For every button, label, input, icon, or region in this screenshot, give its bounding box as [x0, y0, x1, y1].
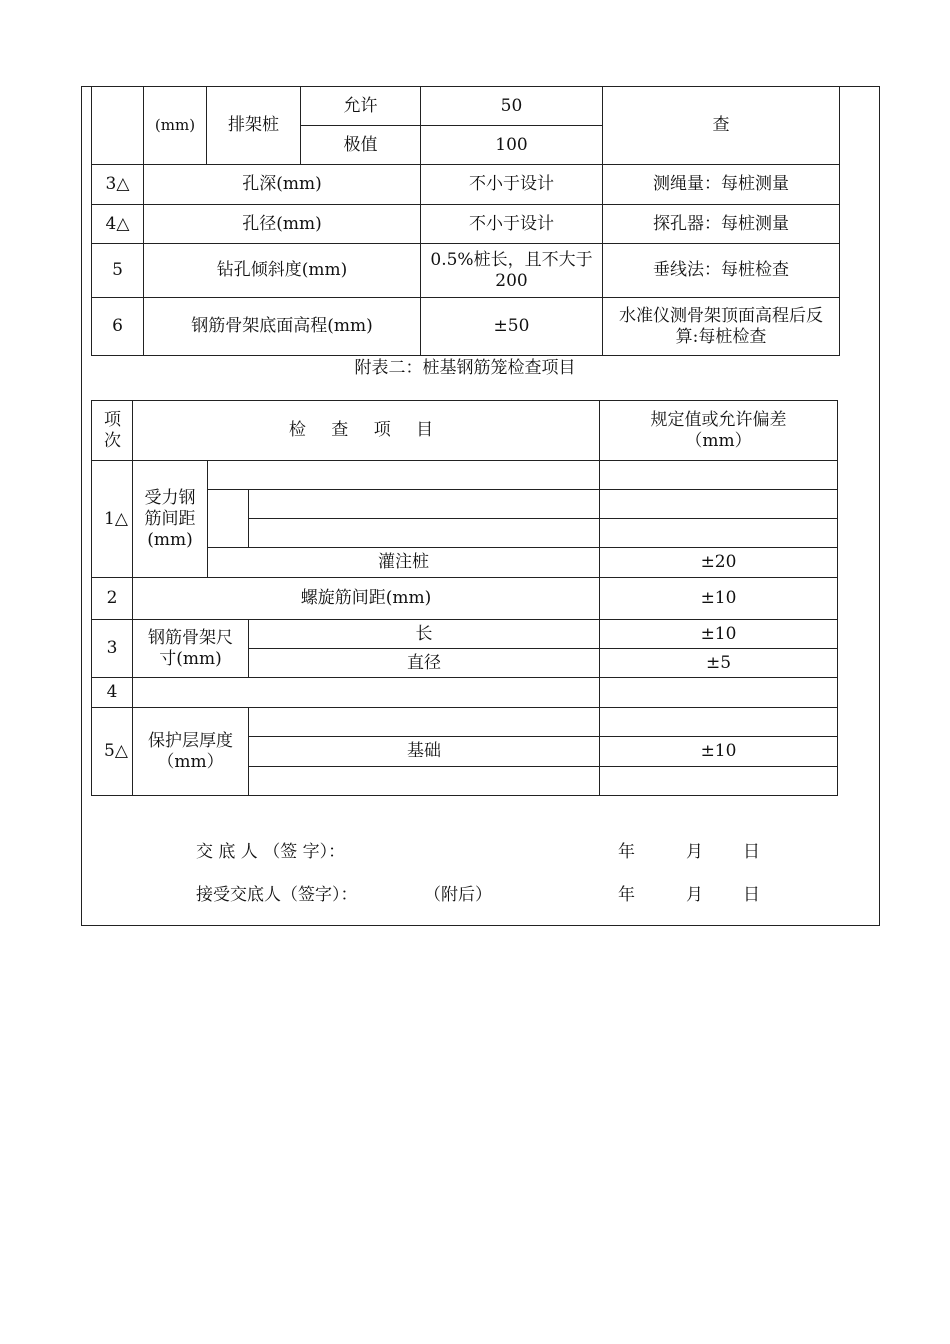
row-number: 5 — [92, 244, 144, 298]
row-value: ±20 — [600, 548, 838, 578]
table-row — [92, 578, 838, 620]
allow-value: 50 — [421, 87, 603, 126]
row-value: ±10 — [600, 737, 838, 767]
row-value: ±10 — [600, 578, 838, 620]
cell-empty — [600, 708, 838, 737]
header-no: 项次 — [92, 401, 133, 461]
row-number: 4△ — [92, 205, 144, 244]
row-number: 2 — [92, 578, 133, 620]
table-row — [92, 165, 840, 205]
attached-note: （附后） — [424, 885, 492, 905]
table-row — [92, 678, 838, 708]
rebar-cage-table — [91, 400, 838, 796]
row-item: 螺旋筋间距(mm) — [133, 578, 600, 620]
row-method: 探孔器：每桩测量 — [603, 205, 840, 244]
day-label: 日 — [743, 885, 760, 905]
limit-value: 100 — [421, 126, 603, 165]
row-group: 钢筋骨架尺寸(mm) — [133, 620, 249, 678]
row-group: 保护层厚度（mm） — [133, 708, 249, 796]
row-value: 不小于设计 — [421, 205, 603, 244]
header-item: 检 查 项 目 — [133, 401, 600, 461]
row-item: 钻孔倾斜度(mm) — [144, 244, 421, 298]
header-value: 规定值或允许偏差（mm） — [600, 401, 838, 461]
cell-empty — [249, 767, 600, 796]
row-number: 4 — [92, 678, 133, 708]
row-value: ±5 — [600, 649, 838, 678]
row-subitem: 灌注桩 — [208, 548, 600, 578]
cell-empty — [133, 678, 600, 708]
method-cell: 查 — [603, 87, 840, 165]
day-label: 日 — [743, 842, 760, 862]
row-group: 受力钢筋间距(mm) — [133, 461, 208, 578]
row-number: 3△ — [92, 165, 144, 205]
row-number: 1△ — [92, 461, 133, 578]
pile-hole-table — [91, 86, 840, 356]
month-label: 月 — [686, 842, 703, 862]
row-value: ±50 — [421, 298, 603, 356]
allow-label: 允许 — [301, 87, 421, 126]
cell-empty — [92, 87, 144, 165]
row-method: 垂线法：每桩检查 — [603, 244, 840, 298]
limit-label: 极值 — [301, 126, 421, 165]
row-number: 3 — [92, 620, 133, 678]
cell-empty — [600, 767, 838, 796]
cell-empty — [600, 461, 838, 490]
table-row — [92, 244, 840, 298]
cell-empty — [600, 519, 838, 548]
receiver-signature-label: 接受交底人（签字）： — [196, 885, 358, 905]
table-header — [92, 401, 838, 461]
row-value: ±10 — [600, 620, 838, 649]
unit-cell: (mm) — [144, 87, 207, 165]
table-row — [92, 461, 838, 490]
cell-empty — [600, 678, 838, 708]
cell-empty — [600, 490, 838, 519]
row-subitem: 长 — [249, 620, 600, 649]
row-item: 孔深(mm) — [144, 165, 421, 205]
row-value: 0.5%桩长，且不大于200 — [421, 244, 603, 298]
table-caption: 附表二：桩基钢筋笼检查项目 — [354, 358, 576, 378]
cell-empty — [249, 519, 600, 548]
row-number: 5△ — [92, 708, 133, 796]
pile-type-cell: 排架桩 — [207, 87, 301, 165]
row-subitem: 基础 — [249, 737, 600, 767]
table-row — [92, 205, 840, 244]
table-row — [92, 708, 838, 737]
table-row — [92, 87, 840, 126]
row-number: 6 — [92, 298, 144, 356]
row-method: 水准仪测骨架顶面高程后反算:每桩检查 — [603, 298, 840, 356]
row-method: 测绳量：每桩测量 — [603, 165, 840, 205]
table-row — [92, 298, 840, 356]
cell-empty — [249, 490, 600, 519]
row-item: 钢筋骨架底面高程(mm) — [144, 298, 421, 356]
table-row — [92, 620, 838, 649]
row-item: 孔径(mm) — [144, 205, 421, 244]
row-value: 不小于设计 — [421, 165, 603, 205]
month-label: 月 — [686, 885, 703, 905]
presenter-signature-label: 交 底 人 （签 字）： — [196, 842, 346, 862]
cell-empty — [208, 490, 249, 548]
row-subitem: 直径 — [249, 649, 600, 678]
cell-empty — [249, 708, 600, 737]
cell-empty — [208, 461, 600, 490]
year-label: 年 — [618, 885, 635, 905]
year-label: 年 — [618, 842, 635, 862]
